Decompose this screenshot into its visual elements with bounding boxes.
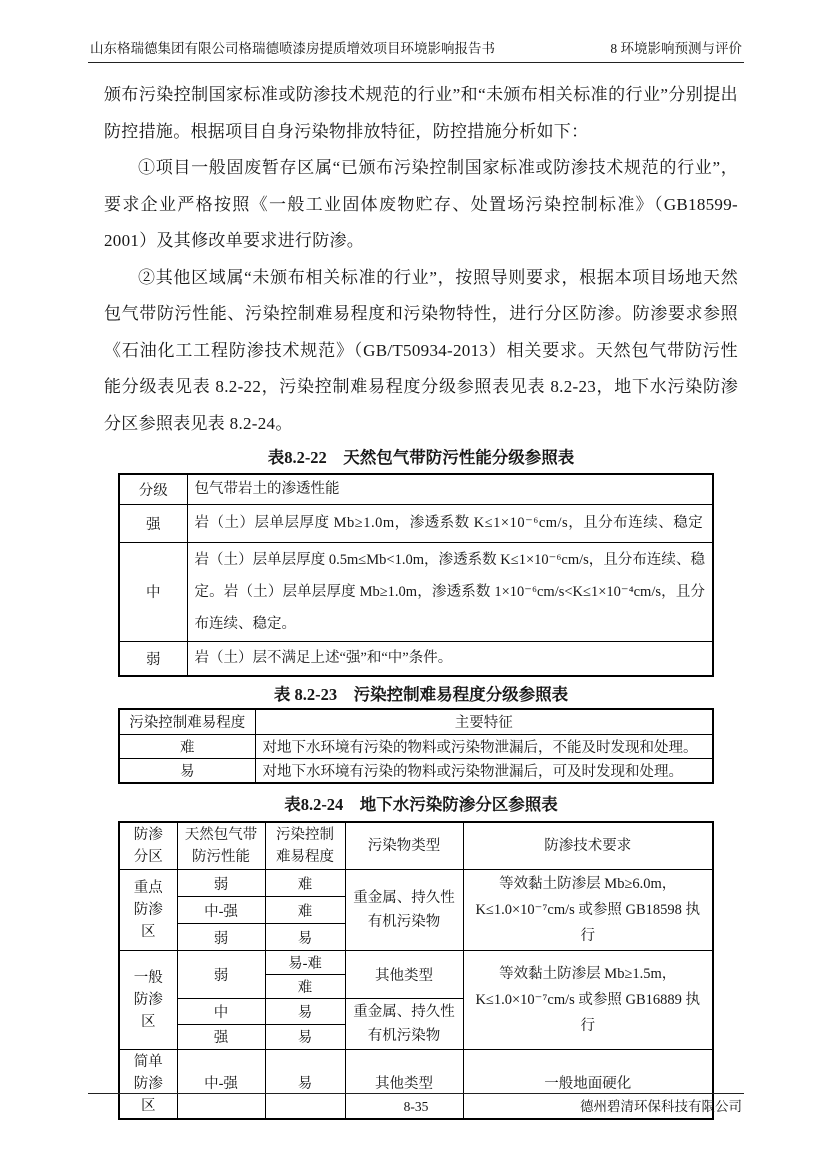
feature-cell: 对地下水环境有污染的物料或污染物泄漏后，可及时发现和处理。 (255, 758, 713, 783)
control-cell: 易 (265, 1050, 345, 1120)
control-cell: 难 (265, 975, 345, 999)
difficulty-header-cell: 污染控制难易程度 (119, 709, 255, 734)
vadose-cell: 中 (177, 999, 265, 1025)
zone-name-cell: 重点防渗区 (119, 870, 177, 951)
grade-header-cell: 分级 (119, 474, 187, 504)
control-cell: 易 (265, 999, 345, 1025)
pollutant-header-cell: 污染物类型 (345, 822, 463, 870)
table-row (119, 474, 713, 504)
zone-name-cell: 简单防渗区 (119, 1050, 177, 1120)
table-8-2-22 (118, 473, 714, 677)
vadose-cell: 强 (177, 1024, 265, 1050)
document-body (88, 63, 744, 1120)
zone-name-cell: 一般防渗区 (119, 951, 177, 1050)
control-cell: 易 (265, 1024, 345, 1050)
desc-cell: 岩（土）层单层厚度 0.5m≤Mb<1.0m，渗透系数 K≤1×10⁻⁶cm/s，且分布连续、稳定。岩（土）层单层厚度 Mb≥1.0m，渗透系数 1×10⁻⁶cm/s<K≤1×10⁻⁴cm/s，且分布连续、稳定。 (187, 542, 713, 641)
vadose-cell: 弱 (177, 951, 265, 999)
desc-cell: 岩（土）层单层厚度 Mb≥1.0m，渗透系数 K≤1×10⁻⁶cm/s，且分布连续、稳定 (187, 504, 713, 542)
requirement-header-cell: 防渗技术要求 (463, 822, 713, 870)
table-8-2-24 (118, 821, 714, 1121)
difficulty-cell: 易 (119, 758, 255, 783)
desc-cell: 岩（土）层不满足上述“强”和“中”条件。 (187, 641, 713, 676)
page-number: 8-35 (403, 1099, 429, 1114)
paragraph-continuation: 颁布污染控制国家标准或防渗技术规范的行业”和“未颁布相关标准的行业”分别提出防控措施。根据项目自身污染物排放特征，防控措施分析如下： (104, 85, 738, 141)
table-row (119, 758, 713, 783)
vadose-cell: 中-强 (177, 897, 265, 924)
table-row (119, 951, 713, 975)
pollutant-cell: 重金属、持久性有机污染物 (345, 999, 463, 1050)
vadose-cell: 弱 (177, 924, 265, 951)
grade-cell: 弱 (119, 641, 187, 676)
table-8-2-22-title: 表8.2-22 天然包气带防污性能分级参照表 (267, 448, 575, 467)
table-8-2-23 (118, 708, 714, 784)
content-area (88, 0, 744, 1120)
pollutant-cell: 重金属、持久性有机污染物 (345, 870, 463, 951)
table-row (119, 504, 713, 542)
page-footer (88, 1093, 744, 1117)
vadose-header-cell: 天然包气带防污性能 (177, 822, 265, 870)
paragraph-item-2: ②其他区域属“未颁布相关标准的行业”，按照导则要求，根据本项目场地天然包气带防污性能、污染控制难易程度和污染物特性，进行分区防渗。防渗要求参照《石油化工工程防渗技术规范》（GB/T50934-2013）相关要求。天然包气带防污性能分级表见表 8.2-22，污染控制难易程度分级参照表见表 8.2-23，地下水污染防渗分区参照表见表 8.2-24。 (104, 267, 738, 433)
table-8-2-24-title: 表8.2-24 地下水污染防渗分区参照表 (284, 794, 558, 814)
paragraph-item-1: ①项目一般固废暂存区属“已颁布污染控制国家标准或防渗技术规范的行业”，要求企业严格按照《一般工业固体废物贮存、处置场污染控制标准》（GB18599-2001）及其修改单要求进行防渗。 (104, 158, 738, 250)
table-header-row (119, 709, 713, 734)
grade-cell: 中 (119, 542, 187, 641)
feature-cell: 对地下水环境有污染的物料或污染物泄漏后，不能及时发现和处理。 (255, 734, 713, 758)
table-8-2-23-title: 表 8.2-23 污染控制难易程度分级参照表 (273, 685, 569, 704)
pollutant-cell: 其他类型 (345, 1050, 463, 1120)
table-row (119, 641, 713, 676)
table-row (119, 542, 713, 641)
control-cell: 难 (265, 870, 345, 897)
page-header (88, 0, 744, 63)
header-chapter-title: 8 环境影响预测与评价 (610, 41, 742, 56)
zone-header-cell: 防渗分区 (119, 822, 177, 870)
table-header-row (119, 822, 713, 870)
vadose-cell: 弱 (177, 870, 265, 897)
requirement-cell: 一般地面硬化 (463, 1050, 713, 1120)
grade-cell: 强 (119, 504, 187, 542)
difficulty-cell: 难 (119, 734, 255, 758)
vadose-cell: 中-强 (177, 1050, 265, 1120)
footer-company-name: 德州碧清环保科技有限公司 (580, 1099, 742, 1114)
desc-header-cell: 包气带岩土的渗透性能 (187, 474, 713, 504)
requirement-cell: 等效黏土防渗层 Mb≥1.5m，K≤1.0×10⁻⁷cm/s 或参照 GB16889 执行 (463, 951, 713, 1050)
requirement-cell: 等效黏土防渗层 Mb≥6.0m，K≤1.0×10⁻⁷cm/s 或参照 GB18598 执行 (463, 870, 713, 951)
table-row (119, 870, 713, 897)
control-header-cell: 污染控制难易程度 (265, 822, 345, 870)
pollutant-cell: 其他类型 (345, 951, 463, 999)
feature-header-cell: 主要特征 (255, 709, 713, 734)
control-cell: 难 (265, 897, 345, 924)
control-cell: 易 (265, 924, 345, 951)
table-row (119, 734, 713, 758)
header-report-title: 山东格瑞德集团有限公司格瑞德喷漆房提质增效项目环境影响报告书 (90, 41, 495, 56)
control-cell: 易-难 (265, 951, 345, 975)
